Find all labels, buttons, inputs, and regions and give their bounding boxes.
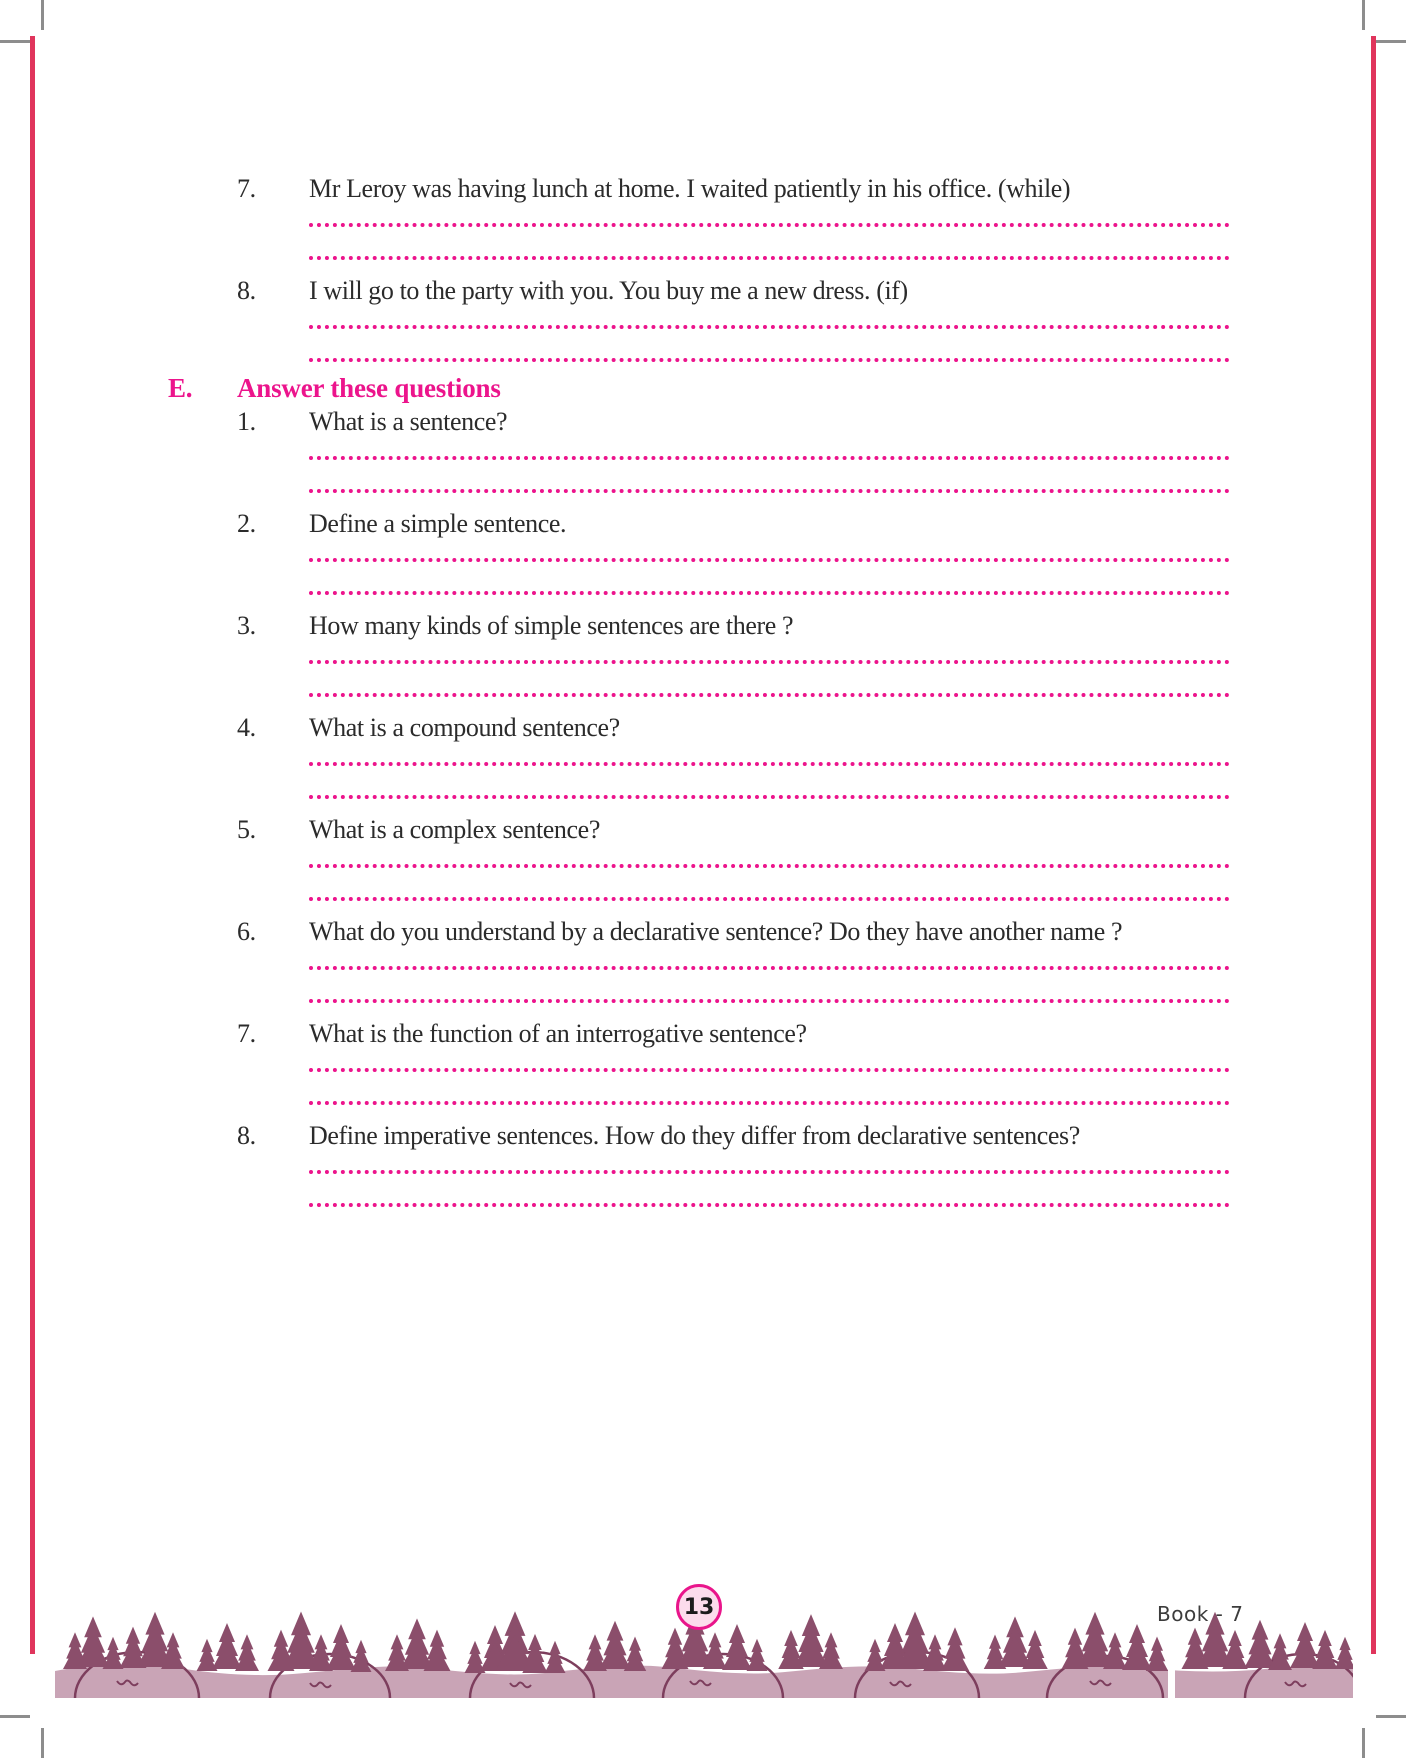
crop-mark-top-right-horizontal — [1376, 40, 1406, 43]
answer-line — [309, 693, 1230, 697]
right-trim-line — [1371, 36, 1376, 1654]
question-item — [168, 711, 1230, 744]
answer-line — [309, 795, 1230, 799]
answer-line — [309, 223, 1230, 227]
question-number: 2. — [237, 509, 256, 538]
letter-spacer — [168, 813, 237, 846]
crop-mark-top-left-horizontal — [0, 40, 30, 43]
letter-spacer — [168, 915, 237, 948]
answer-line — [309, 325, 1230, 329]
section-header — [168, 372, 1230, 405]
crop-mark-bottom-left-vertical — [41, 1728, 44, 1758]
exercise-content — [168, 172, 1230, 1207]
question-number: 5. — [237, 815, 256, 844]
letter-spacer — [168, 274, 237, 307]
question-text: What is the function of an interrogative sentence? — [309, 1019, 807, 1048]
question-item — [168, 915, 1230, 948]
letter-spacer — [168, 1017, 237, 1050]
page-number-badge — [676, 1584, 722, 1630]
question-text: Define a simple sentence. — [309, 509, 567, 538]
letter-spacer — [168, 609, 237, 642]
item-number: 8. — [237, 276, 256, 305]
page-number: 13 — [683, 1594, 715, 1620]
crop-mark-top-left-vertical — [41, 0, 44, 30]
letter-spacer — [168, 405, 237, 438]
book-label: Book - 7 — [1157, 1602, 1244, 1626]
answer-line — [309, 1170, 1230, 1174]
question-text: What is a compound sentence? — [309, 713, 620, 742]
letter-spacer — [168, 172, 237, 205]
exercise-item — [168, 274, 1230, 307]
question-item — [168, 1119, 1230, 1152]
answer-line — [309, 591, 1230, 595]
question-text: What do you understand by a declarative sentence? Do they have another name ? — [309, 917, 1123, 946]
answer-line — [309, 489, 1230, 493]
item-text: Mr Leroy was having lunch at home. I waited patiently in his office. (while) — [309, 174, 1071, 203]
item-number: 7. — [237, 174, 256, 203]
item-text: I will go to the party with you. You buy me a new dress. (if) — [309, 276, 908, 305]
section-letter: E. — [168, 373, 193, 403]
answer-line — [309, 1203, 1230, 1207]
answer-line — [309, 762, 1230, 766]
question-item — [168, 813, 1230, 846]
letter-spacer — [168, 711, 237, 744]
question-text: What is a complex sentence? — [309, 815, 600, 844]
question-number: 4. — [237, 713, 256, 742]
letter-spacer — [168, 507, 237, 540]
question-number: 3. — [237, 611, 256, 640]
question-item — [168, 609, 1230, 642]
answer-line — [309, 864, 1230, 868]
answer-line — [309, 660, 1230, 664]
left-trim-line — [30, 36, 35, 1654]
answer-line — [309, 966, 1230, 970]
crop-mark-bottom-right-horizontal — [1376, 1715, 1406, 1718]
question-text: What is a sentence? — [309, 407, 508, 436]
question-text: How many kinds of simple sentences are there ? — [309, 611, 794, 640]
answer-line — [309, 558, 1230, 562]
exercise-item — [168, 172, 1230, 205]
question-number: 1. — [237, 407, 256, 436]
question-number: 8. — [237, 1121, 256, 1150]
letter-spacer — [168, 1119, 237, 1152]
answer-line — [309, 456, 1230, 460]
question-item — [168, 405, 1230, 438]
section-title: Answer these questions — [237, 373, 501, 403]
crop-mark-top-right-vertical — [1362, 0, 1365, 30]
question-number: 7. — [237, 1019, 256, 1048]
question-number: 6. — [237, 917, 256, 946]
answer-line — [309, 256, 1230, 260]
crop-mark-bottom-right-vertical — [1362, 1728, 1365, 1758]
question-item — [168, 1017, 1230, 1050]
question-text: Define imperative sentences. How do they differ from declarative sentences? — [309, 1121, 1080, 1150]
crop-mark-bottom-left-horizontal — [0, 1715, 30, 1718]
answer-line — [309, 1101, 1230, 1105]
answer-line — [309, 358, 1230, 362]
answer-line — [309, 1068, 1230, 1072]
answer-line — [309, 999, 1230, 1003]
answer-line — [309, 897, 1230, 901]
question-item — [168, 507, 1230, 540]
